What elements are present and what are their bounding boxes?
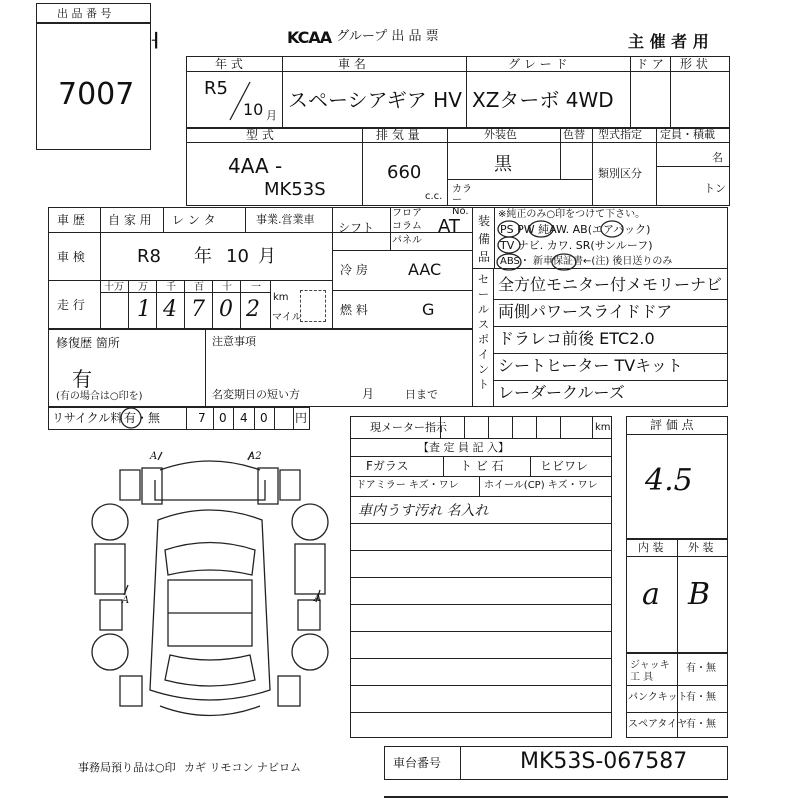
color-no-label: カラー No. (452, 184, 472, 217)
office-items: カギ リモコン ナビロム (184, 761, 301, 774)
km-unit: km (273, 292, 289, 303)
digit-header-100k: 十万 (104, 282, 124, 293)
body-header: 形 状 (680, 57, 708, 71)
recycle-digit-4: 0 (260, 411, 268, 425)
damage-mark-1: A (150, 451, 158, 462)
name-change-month: 月 (362, 387, 375, 401)
history-private: 自 家 用 (108, 213, 152, 227)
door-header: ド ア (636, 57, 664, 71)
sales-point-label: セールスポイント (478, 273, 489, 391)
digit-header-1: 一 (251, 282, 261, 293)
equip-line-3: TV ナビ. カワ. SR(サンルーフ) (500, 239, 653, 252)
col-crack: ヒビワレ (540, 459, 589, 473)
capacity-header: 定員・積載 (660, 128, 715, 141)
mileage-digit-10: 0 (219, 297, 233, 322)
year-header: 年 式 (215, 57, 243, 71)
sales-point-1: 全方位モニター付メモリーナビ (498, 275, 723, 294)
spare-label: スペアタイヤ (628, 719, 688, 730)
displacement-header: 排 気 量 (376, 128, 420, 142)
recycle-digit-3: 4 (240, 411, 248, 425)
repair-label: 修復歴 箇所 (56, 336, 120, 350)
digit-header-100: 百 (194, 282, 204, 293)
history-label: 車 歴 (57, 213, 85, 227)
digit-header-10k: 万 (138, 282, 148, 293)
meter-label: 現メーター指示 (370, 421, 447, 434)
vehicle-grade: XZターボ 4WD (472, 88, 614, 112)
repair-note: (有の場合は○印を) (56, 391, 143, 402)
shift-label: シフト (338, 221, 375, 235)
inspection-era: R8 (137, 246, 161, 267)
cc-unit: c.c. (425, 191, 443, 202)
name-header: 車 名 (338, 57, 366, 71)
sales-point-2: 両側パワースライドドア (498, 302, 673, 321)
fuel-value: G (422, 300, 435, 319)
sheet-title: . グループ 出 品 票 (328, 29, 439, 44)
meter-km-unit: km (595, 422, 611, 433)
inspection-label: 車 検 (57, 250, 85, 264)
shift-column: コラム (392, 221, 422, 232)
mileage-digit-1k: 4 (163, 297, 177, 322)
year-month: 10 (243, 100, 264, 119)
mileage-digit-10k: 1 (137, 297, 151, 322)
recycle-digit-1: 7 (198, 411, 206, 425)
displacement: 660 (387, 162, 422, 183)
history-rental: レ ン タ (172, 213, 216, 227)
chassis-number: MK53S-067587 (520, 749, 688, 774)
inspection-month-unit: 月 (258, 246, 276, 267)
sales-point-3: ドラレコ前後 ETC2.0 (498, 329, 655, 348)
mile-checkbox[interactable] (300, 290, 326, 322)
jack-label: ジャッキ 工 具 (630, 660, 670, 683)
inspection-month: 10 (226, 246, 249, 267)
recycle-choice: 有・無 (124, 411, 161, 425)
repair-value: 有 (72, 367, 92, 391)
digit-header-10: 十 (222, 282, 232, 293)
lot-number: 7007 (58, 77, 135, 112)
col-fglass: Fガラス (366, 459, 409, 473)
jack-yes-no: 有・無 (686, 663, 716, 674)
equip-line-2: PS PW 純AW. AB(エアバック) (500, 223, 651, 236)
shift-floor: フロア (392, 208, 422, 219)
copy-label: 主 催 者 用 (628, 32, 709, 51)
model-header: 型 式 (246, 128, 274, 142)
yen-unit: 円 (295, 411, 308, 425)
mile-unit: マイル (272, 312, 302, 323)
col-door-mirror: ドアミラー キズ・ワレ (356, 480, 459, 491)
recycle-digit-2: 0 (219, 411, 227, 425)
ac-value: AAC (408, 260, 442, 279)
year-month-unit: 月 (266, 109, 277, 122)
inspection-year-unit: 年 (194, 246, 212, 267)
fuel-label: 燃 料 (340, 303, 368, 317)
col-wheel: ホイール(CP) キズ・ワレ (484, 480, 598, 491)
notes-label: 注意事項 (212, 335, 256, 348)
digit-header-1k: 千 (166, 282, 176, 293)
exterior-header: 外 装 (688, 541, 714, 554)
recycle-label: リサイクル料 (52, 411, 123, 425)
sales-point-5: レーダークルーズ (498, 383, 625, 402)
chassis-label: 車台番号 (393, 756, 442, 770)
sales-point-4: シートヒーター TVキット (498, 356, 683, 375)
vehicle-name: スペーシアギア HV (288, 88, 462, 112)
spare-yes-no: 有・無 (686, 719, 716, 730)
designation-header: 型式指定 (598, 128, 642, 141)
damage-mark-4: A (314, 593, 322, 604)
mileage-digit-1: 2 (246, 297, 260, 322)
name-change-day: 日まで (405, 388, 438, 401)
model-code: MK53S (264, 179, 326, 200)
score-header: 評 価 点 (650, 418, 694, 432)
interior-header: 内 装 (638, 541, 664, 554)
color-header: 外装色 (484, 128, 517, 141)
puncture-label: パンクキット (628, 692, 688, 703)
exterior-grade: B (688, 577, 711, 612)
score-value: 4.5 (645, 463, 693, 498)
tons-unit: トン (704, 182, 726, 195)
equip-line-1: ※純正のみ○印をつけて下さい。 (498, 209, 646, 220)
ac-label: 冷 房 (340, 263, 368, 277)
equipment-circles (494, 218, 734, 278)
handwritten-note: 車内うす汚れ 名入れ (358, 503, 489, 519)
margin-mark: ┨ (152, 33, 161, 49)
lot-number-label: 出 品 番 号 (57, 7, 112, 20)
persons-unit: 名 (712, 151, 723, 164)
puncture-yes-no: 有・無 (686, 692, 716, 703)
history-business: 事業.営業車 (256, 213, 315, 226)
category-label: 類別区分 (598, 167, 642, 180)
color-swap-header: 色替 (563, 128, 585, 141)
mileage-digit-100: 7 (191, 297, 205, 322)
brand-logo: KCAA (287, 28, 332, 47)
mileage-label: 走 行 (57, 298, 85, 312)
equip-line-4: ABS・ 新車保証書←(注) 後日送りのみ (500, 256, 673, 267)
recycle-circle (120, 406, 144, 430)
damage-mark-3: A (122, 595, 130, 606)
equipment-label: 装 備 品 (478, 214, 491, 264)
inspector-header: 【査 定 員 記 入】 (418, 441, 509, 454)
exterior-color: 黒 (494, 154, 512, 175)
interior-grade: a (642, 577, 660, 612)
year-era: R5 (204, 78, 228, 99)
damage-mark-2: A2 (248, 451, 262, 462)
shift-value: AT (438, 216, 460, 237)
name-change-label: 名変期日の短い方 (212, 388, 300, 401)
office-note: 事務局預り品は○印 (78, 761, 176, 774)
shift-panel: パネル (392, 235, 422, 246)
grade-header: グ レ ー ド (508, 57, 568, 71)
col-chip: ト ビ 石 (460, 459, 504, 473)
car-diagram (80, 440, 340, 730)
model-prefix: 4AA - (228, 154, 283, 178)
